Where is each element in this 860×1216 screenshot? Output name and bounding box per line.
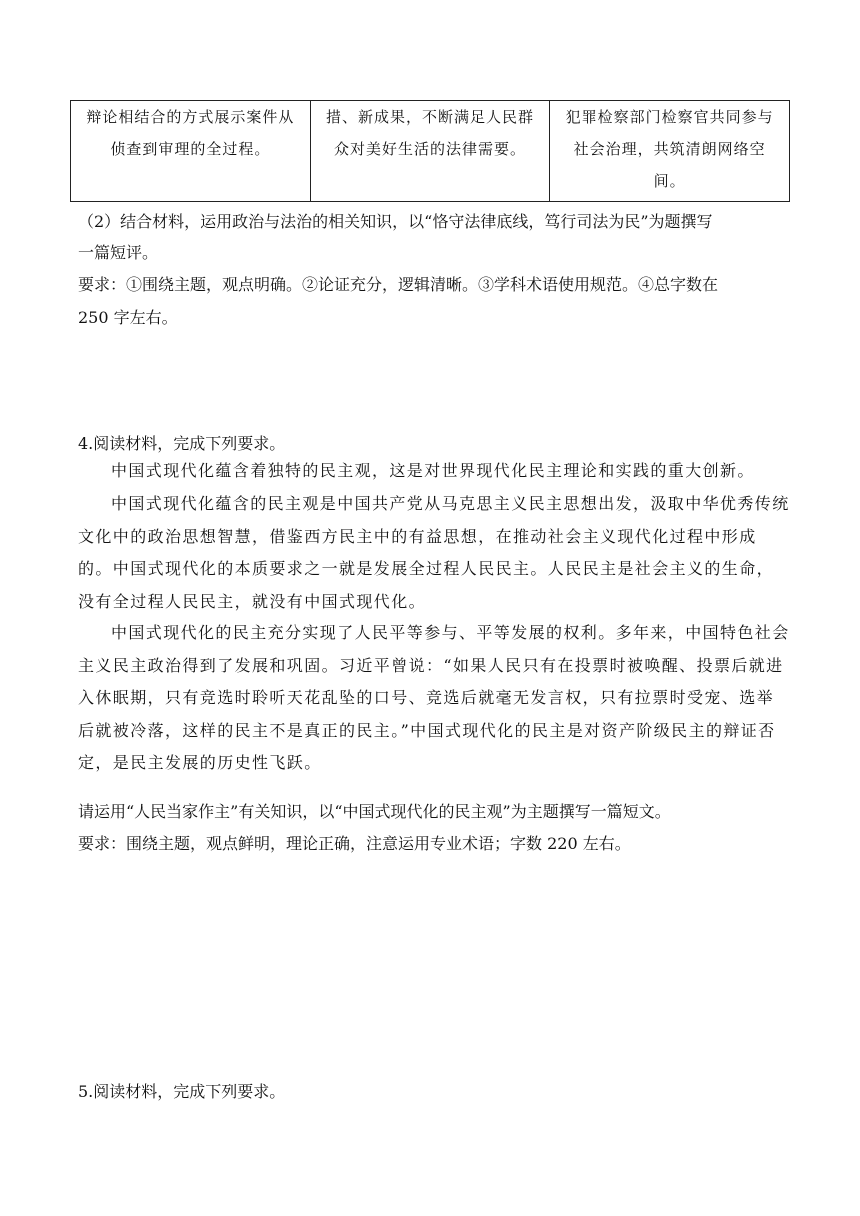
q3-part2-requirement-line2: 250 字左右。 [78, 308, 178, 327]
table-cell: 辩论相结合的方式展示案件从侦查到审理的全过程。 [71, 101, 311, 202]
q4-heading: 4.阅读材料，完成下列要求。 [78, 434, 286, 453]
q5-heading: 5.阅读材料，完成下列要求。 [78, 1082, 286, 1101]
q4-instruction: 请运用“人民当家作主”有关知识，以“中国式现代化的民主观”为主题撰写一篇短文。 [78, 802, 671, 821]
q3-part2-prompt-line1: （2）结合材料，运用政治与法治的相关知识，以“恪守法律底线，笃行司法为民”为题撰写 [78, 212, 713, 231]
q4-requirement: 要求：围绕主题，观点鲜明，理论正确，注意运用专业术语；字数 220 左右。 [78, 834, 631, 853]
q4-paragraph-3: 中国式现代化的民主充分实现了人民平等参与、平等发展的权利。多年来，中国特色社会主义民主政治得到了发展和巩固。习近平曾说：“如果人民只有在投票时被唤醒、投票后就进入休眠期，只有竞选时聆听天花乱坠的口号、竞选后就毫无发言权，只有拉票时受宠、选举后就被冷落，这样的民主不是真正的民主。”中国式现代化的民主是对资产阶级民主的辩证否定，是民主发展的历史性飞跃。 [78, 623, 790, 772]
table-cell: 犯罪检察部门检察官共同参与社会治理，共筑清朗网络空间。 [550, 101, 790, 202]
q4-paragraph-2: 中国式现代化蕴含的民主观是中国共产党从马克思主义民主思想出发，汲取中华优秀传统文化中的政治思想智慧，借鉴西方民主中的有益思想，在推动社会主义现代化过程中形成的。中国式现代化的本质要求之一就是发展全过程人民民主。人民民主是社会主义的生命，没有全过程人民民主，就没有中国式现代化。 [78, 494, 790, 611]
material-table [70, 100, 790, 202]
table-row [71, 101, 790, 202]
q3-part2-requirement-line1: 要求：①围绕主题，观点明确。②论证充分，逻辑清晰。③学科术语使用规范。④总字数在 [78, 275, 719, 294]
q4-paragraph-1: 中国式现代化蕴含着独特的民主观，这是对世界现代化民主理论和实践的重大创新。 [111, 461, 755, 480]
q3-part2-prompt-line2: 一篇短评。 [78, 243, 159, 262]
table-cell: 措、新成果，不断满足人民群众对美好生活的法律需要。 [310, 101, 550, 202]
